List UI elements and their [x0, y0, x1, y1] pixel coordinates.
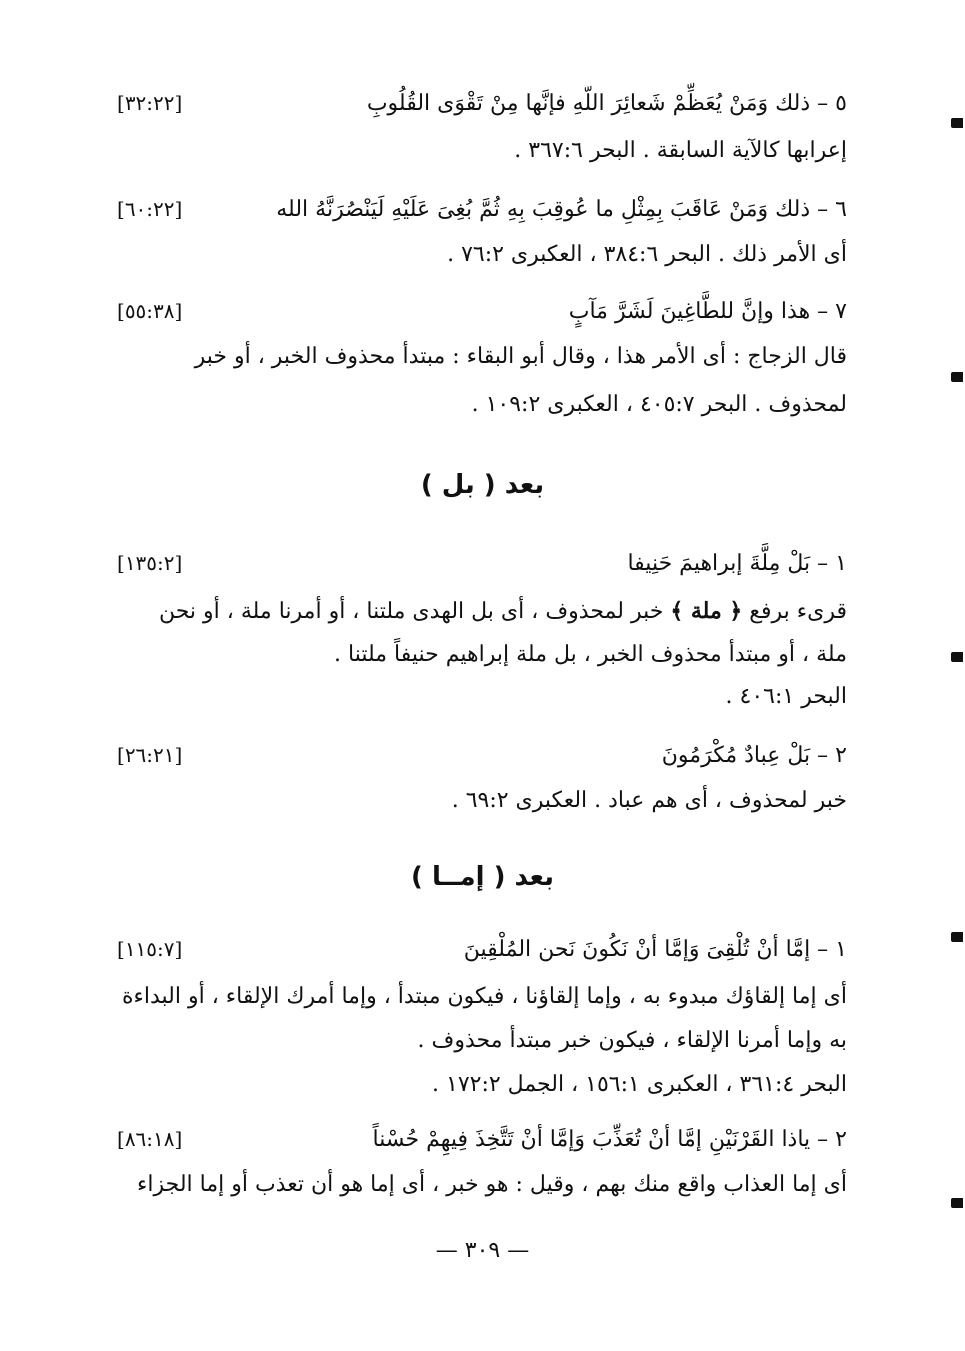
verse-line — [117, 740, 847, 771]
verse-text: ٥ – ذلك وَمَنْ يُعَظِّمْ شَعائِرَ اللّهِ فإنَّها مِنْ تَقْوَى القُلُوبِ — [366, 91, 847, 116]
verse-text: ٦ – ذلك وَمَنْ عَاقَبَ بِمِثْلِ ما عُوقِبَ بِهِ ثُمَّ بُغِىَ عَلَيْهِ لَيَنْصُرَنَّهُ الله — [276, 197, 847, 222]
commentary-text: خبر لمحذوف ، أى بل الهدى ملتنا ، أو أمرنا ملة ، أو نحن — [158, 599, 664, 624]
margin-mark — [951, 118, 963, 128]
commentary-line — [117, 596, 847, 627]
verse-reference: [٣٢:٢٢] — [117, 91, 183, 115]
margin-mark — [951, 372, 963, 382]
commentary-line: إعرابها كالآية السابقة . البحر ٣٦٧:٦ . — [514, 138, 847, 163]
verse-reference: [١١٥:٧] — [117, 937, 183, 961]
verse-line — [117, 296, 847, 327]
margin-mark — [951, 1198, 963, 1208]
verse-line — [117, 934, 847, 965]
verse-text: ٢ – ياذا القَرْنَيْنِ إمَّا أنْ تُعَذِّبَ وَإمَّا أنْ تَتَّخِذَ فِيهِمْ حُسْناً — [372, 1127, 847, 1152]
commentary-line: أى الأمر ذلك . البحر ٣٨٤:٦ ، العكبرى ٧٦:٢ . — [447, 242, 847, 267]
commentary-line: البحر ٣٦١:٤ ، العكبرى ١٥٦:١ ، الجمل ١٧٢:٢ . — [432, 1072, 847, 1097]
margin-mark — [951, 932, 963, 942]
verse-line — [117, 194, 847, 225]
commentary-text: قرىء برفع — [749, 599, 847, 624]
commentary-line: البحر ٤٠٦:١ . — [725, 684, 847, 709]
verse-text: ١ – بَلْ مِلَّةَ إبراهيمَ حَنِيفا — [627, 551, 847, 576]
verse-line — [117, 88, 847, 119]
verse-reference: [٥٥:٣٨] — [117, 299, 183, 323]
commentary-line: ملة ، أو مبتدأ محذوف الخبر ، بل ملة إبراهيم حنيفاً ملتنا . — [334, 642, 847, 667]
commentary-line: لمحذوف . البحر ٤٠٥:٧ ، العكبرى ١٠٩:٢ . — [471, 392, 847, 417]
section-heading: بعد ( بل ) — [420, 470, 545, 500]
verse-reference: [٦٠:٢٢] — [117, 197, 183, 221]
commentary-line: قال الزجاج : أى الأمر هذا ، وقال أبو البقاء : مبتدأ محذوف الخبر ، أو خبر — [194, 344, 847, 369]
verse-text: ١ – إمَّا أنْ تُلْقِىَ وَإمَّا أنْ نَكُونَ نَحن المُلْقِينَ — [463, 937, 847, 962]
verse-line — [117, 548, 847, 579]
verse-reference: [١٣٥:٢] — [117, 551, 183, 575]
section-heading: بعد ( إمــا ) — [411, 862, 554, 892]
commentary-line: به وإما أمرنا الإلقاء ، فيكون خبر مبتدأ محذوف . — [417, 1028, 847, 1053]
margin-mark — [951, 652, 963, 662]
quoted-word: ﴿ ملة ﴾ — [670, 598, 743, 624]
verse-reference: [٢٦:٢١] — [117, 743, 183, 767]
verse-line — [117, 1124, 847, 1155]
verse-text: ٢ – بَلْ عِبادٌ مُكْرَمُونَ — [661, 743, 847, 768]
page-number: — ٣٠٩ — — [435, 1238, 530, 1263]
commentary-line: خبر لمحذوف ، أى هم عباد . العكبرى ٦٩:٢ . — [451, 788, 847, 813]
verse-reference: [٨٦:١٨] — [117, 1127, 183, 1151]
commentary-line: أى إما العذاب واقع منك بهم ، وقيل : هو خبر ، أى إما هو أن تعذب أو إما الجزاء — [137, 1172, 847, 1197]
commentary-line: أى إما إلقاؤك مبدوء به ، وإما إلقاؤنا ، فيكون مبتدأ ، وإما أمرك الإلقاء ، أو البداءة — [121, 984, 847, 1009]
verse-text: ٧ – هذا وإنَّ للطَّاغِينَ لَشَرَّ مَآبٍ — [568, 299, 847, 324]
